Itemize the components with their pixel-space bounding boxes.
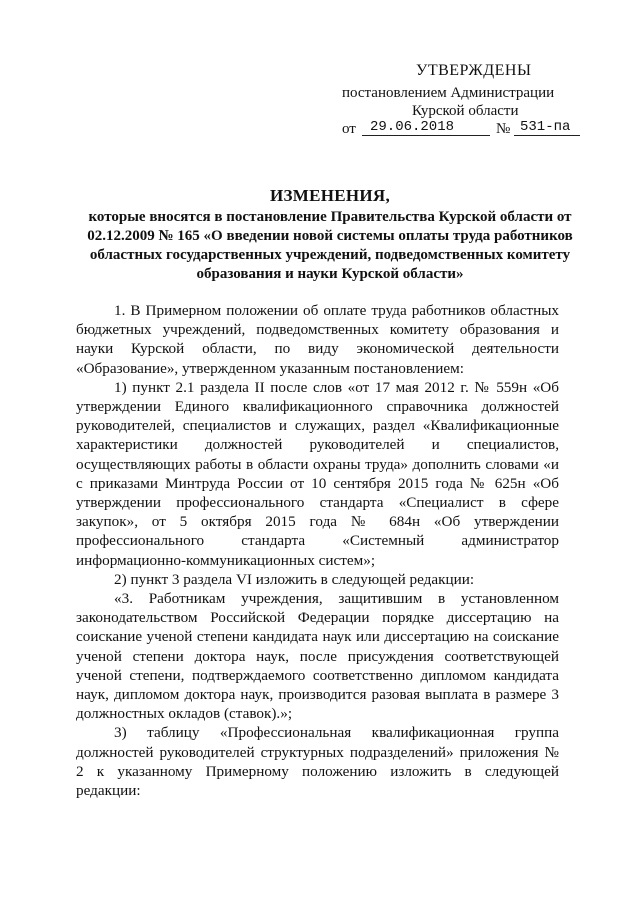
number-sign: №: [496, 121, 511, 137]
paragraph-2: 1) пункт 2.1 раздела II после слов «от 17 мая 2012 г. № 559н «Об утверждении Единого квалификационного справочника должностей руководителей, специалистов и служащих, раздел «Квалификационные характеристики должностей руководителей и специалистов, осуществляющих работы в области охраны труда» дополнить словами «и с приказами Минтруда России от 10 сентября 2015 года № 625н «Об утверждении профессионального стандарта «Специалист в сфере закупок», от 5 октября 2015 года № 684н «Об утверждении профессионального стандарта «Системный администратор информационно-коммуникационных систем»;: [76, 378, 559, 569]
document-subtitle: которые вносятся в постановление Правительства Курской области от 02.12.2009 № 165 «О введении новой системы оплаты труда работников областных государственных учреждений, подведомственных комитету образования и науки Курской области»: [87, 209, 573, 282]
paragraph-1: 1. В Примерном положении об оплате труда работников областных бюджетных учреждений, подведомственных комитету образования и науки Курской области, по виду экономической деятельности «Образование», утвержденном указанным постановлением:: [76, 302, 559, 377]
approval-date-number-row: [342, 118, 582, 138]
approval-date: 29.06.2018: [370, 119, 455, 135]
approval-authority-line1: постановлением Администрации: [342, 85, 555, 101]
paragraph-3: 2) пункт 3 раздела VI изложить в следующей редакции:: [114, 570, 475, 588]
approval-number: 531-па: [520, 119, 571, 135]
from-label: от: [342, 121, 356, 137]
document-body: [76, 301, 559, 800]
document-heading: [60, 184, 600, 284]
approved-label: УТВЕРЖДЕНЫ: [416, 62, 532, 79]
paragraph-5: 3) таблицу «Профессиональная квалификационная группа должностей руководителей структурных подразделений» приложения № 2 к указанному Примерному положению изложить в следующей редакции:: [76, 724, 559, 800]
document-title: ИЗМЕНЕНИЯ,: [269, 186, 391, 205]
approval-authority-line2: Курской области: [412, 103, 519, 119]
paragraph-4: «3. Работникам учреждения, защитившим в установленном законодательством Российской Федерации порядке диссертацию на соискание ученой степени кандидата наук или диссертацию на соискание ученой степени доктора наук, после присуждения соответствующей ученой степени, подтверждаемого соответственно дипломом кандидата наук, дипломом доктора наук, производится разовая выплата в размере 3 должностных окладов (ставок).»;: [76, 590, 559, 723]
